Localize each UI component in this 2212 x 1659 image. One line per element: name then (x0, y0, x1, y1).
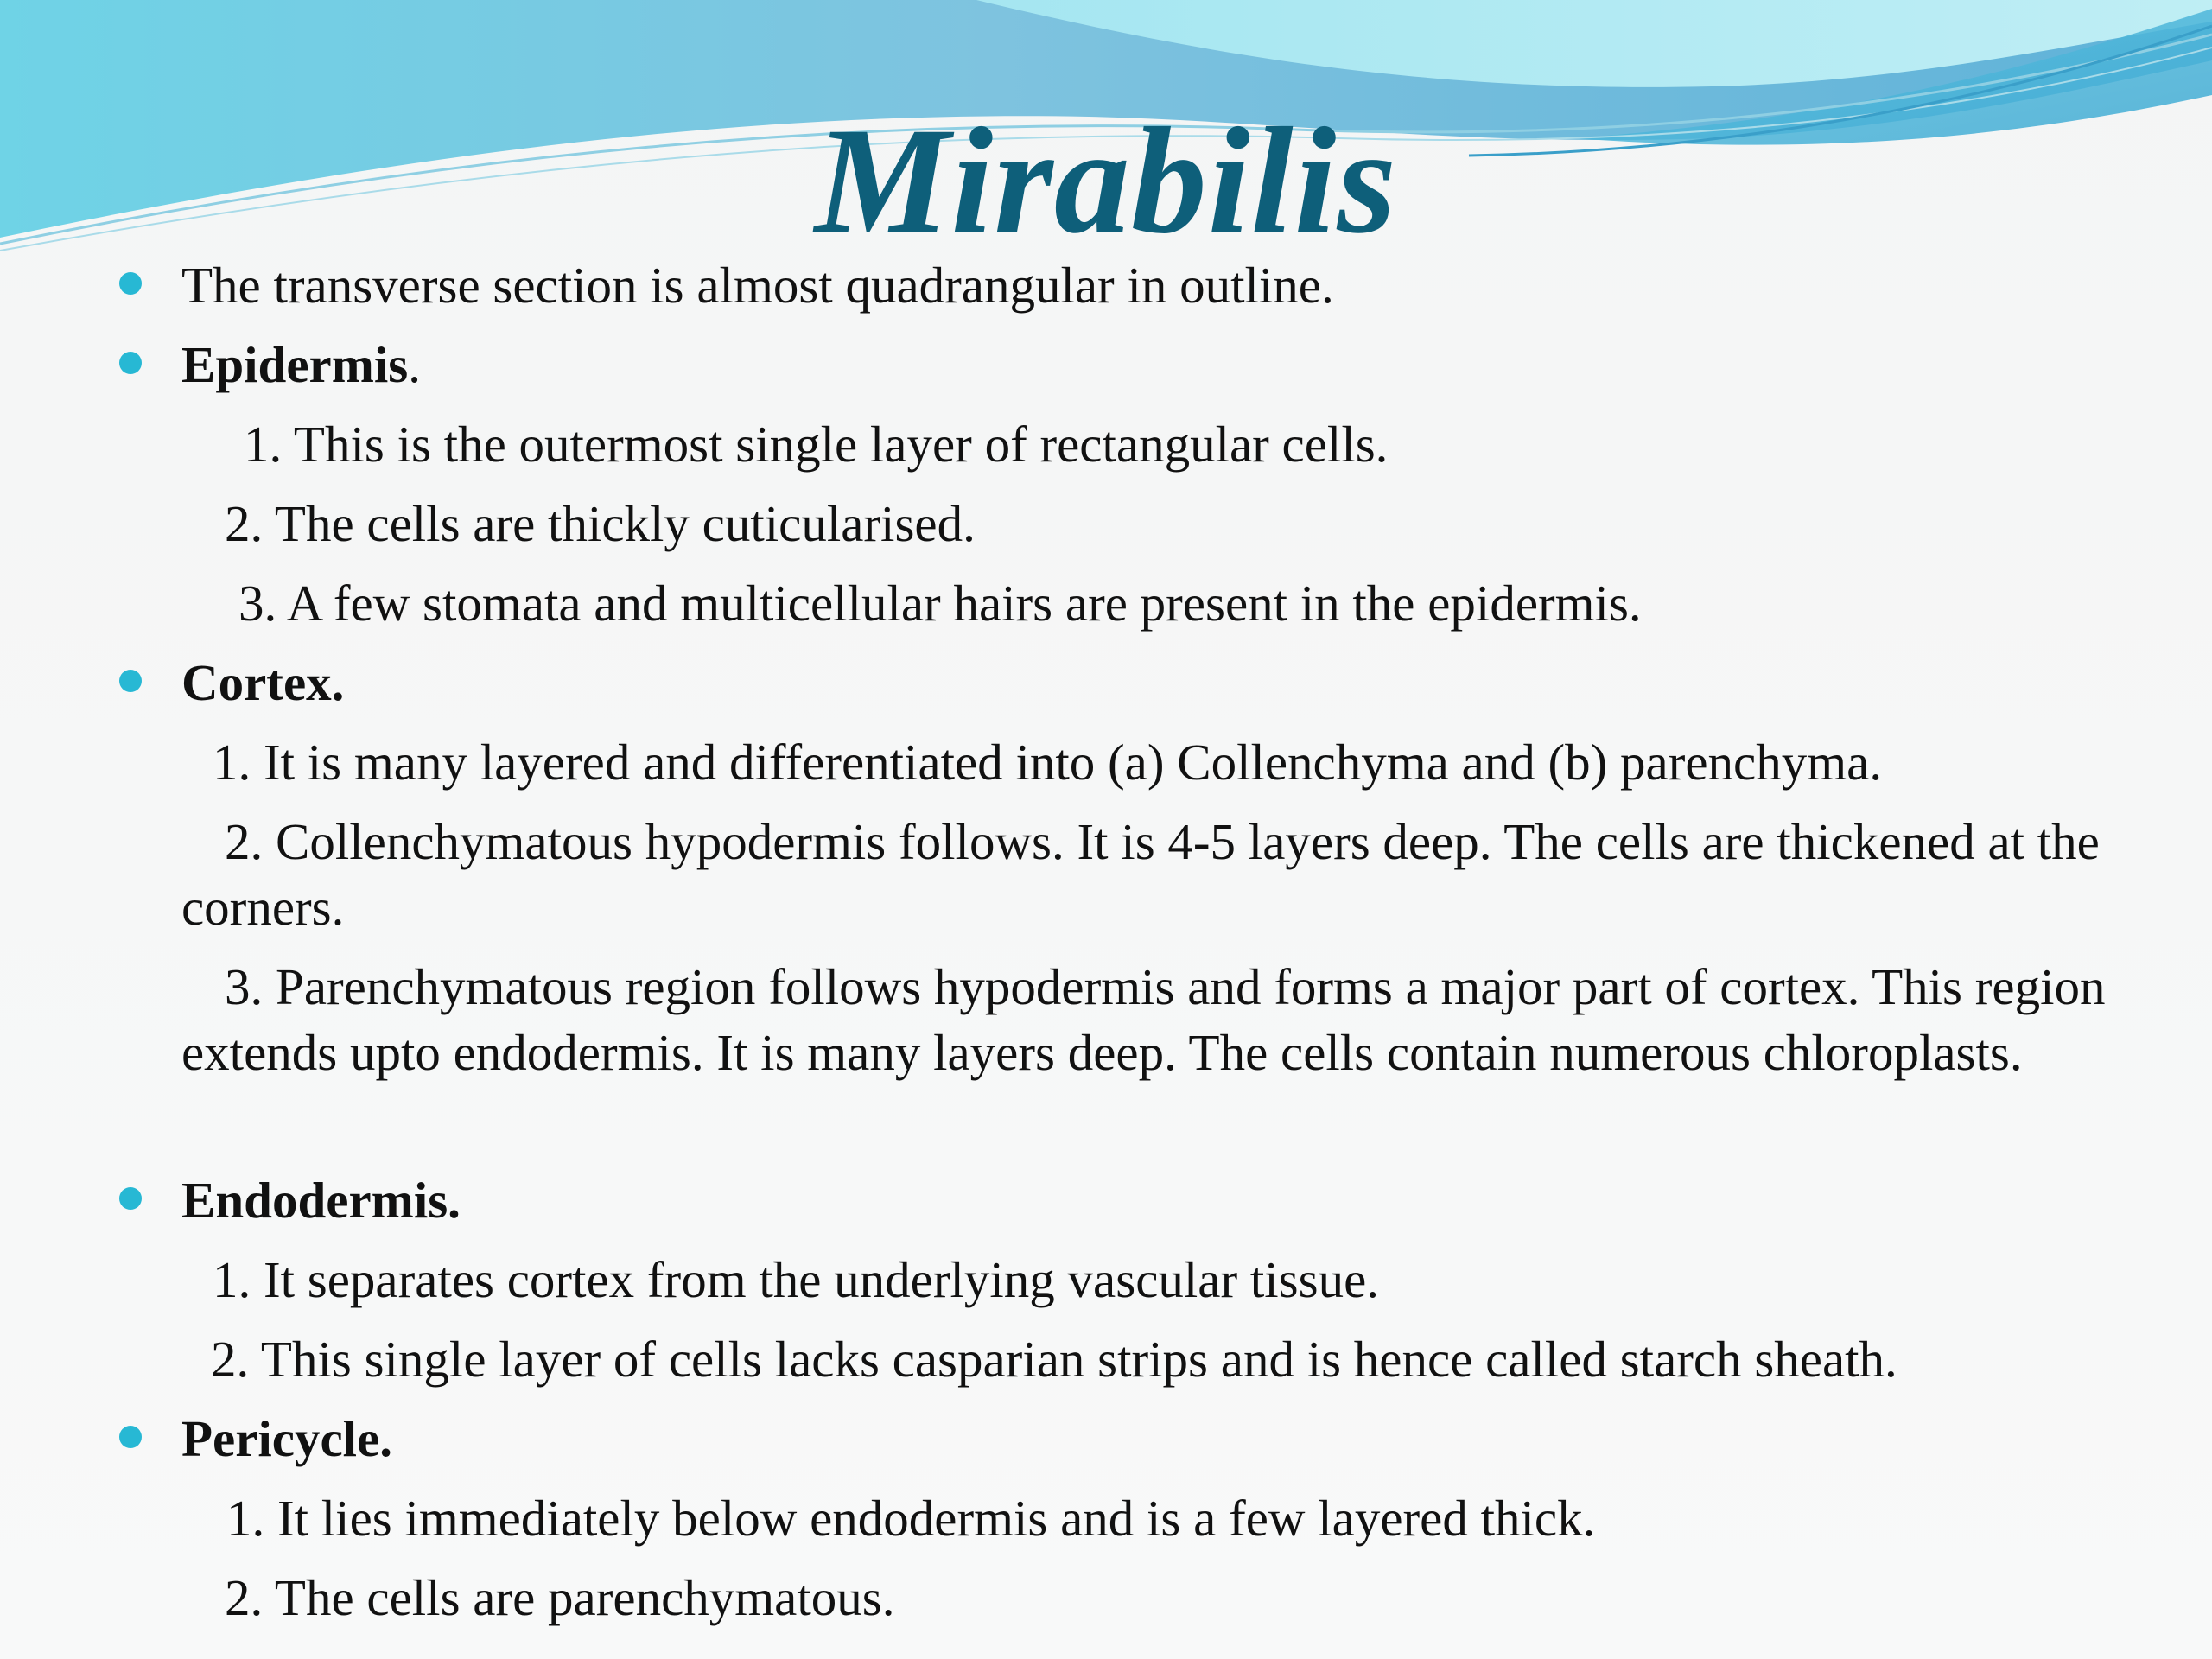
epidermis-heading-text: Epidermis (181, 336, 409, 393)
pericycle-item: 1. It lies immediately below endodermis and is a few layered thick. (226, 1490, 1596, 1547)
intro-text: The transverse section is almost quadrangular in outline. (181, 257, 1334, 314)
epidermis-heading (181, 332, 421, 397)
slide-title: Mirabilis (814, 97, 1398, 265)
epidermis-item: 1. This is the outermost single layer of rectangular cells. (244, 416, 1389, 473)
bullet-icon (119, 272, 142, 295)
cortex-item-text: 3. Parenchymatous region follows hypodermis and forms a major part of cortex. This region extends upto endodermis. It is many layers deep. The cells contain numerous chloroplasts. (181, 958, 2106, 1081)
cortex-item-text: 2. Collenchymatous hypodermis follows. It is 4-5 layers deep. The cells are thickened at the corners. (181, 813, 2100, 936)
endodermis-heading: Endodermis. (181, 1172, 461, 1229)
pericycle-item: 2. The cells are parenchymatous. (225, 1569, 895, 1626)
endodermis-item: 2. This single layer of cells lacks casparian strips and is hence called starch sheath. (211, 1331, 1897, 1388)
bullet-icon (119, 1426, 142, 1448)
pericycle-heading: Pericycle. (181, 1410, 393, 1467)
bullet-icon (119, 1187, 142, 1210)
bullet-icon (119, 670, 142, 692)
bullet-icon (119, 352, 142, 374)
epidermis-item: 2. The cells are thickly cuticularised. (225, 495, 976, 552)
cortex-item (181, 954, 2117, 1085)
endodermis-item: 1. It separates cortex from the underlying vascular tissue. (213, 1251, 1379, 1308)
epidermis-heading-suffix: . (408, 336, 421, 393)
cortex-heading: Cortex. (181, 654, 345, 711)
cortex-item (181, 809, 2117, 940)
cortex-item: 1. It is many layered and differentiated into (a) Collenchyma and (b) parenchyma. (213, 734, 1883, 791)
epidermis-item: 3. A few stomata and multicellular hairs are present in the epidermis. (238, 575, 1642, 632)
